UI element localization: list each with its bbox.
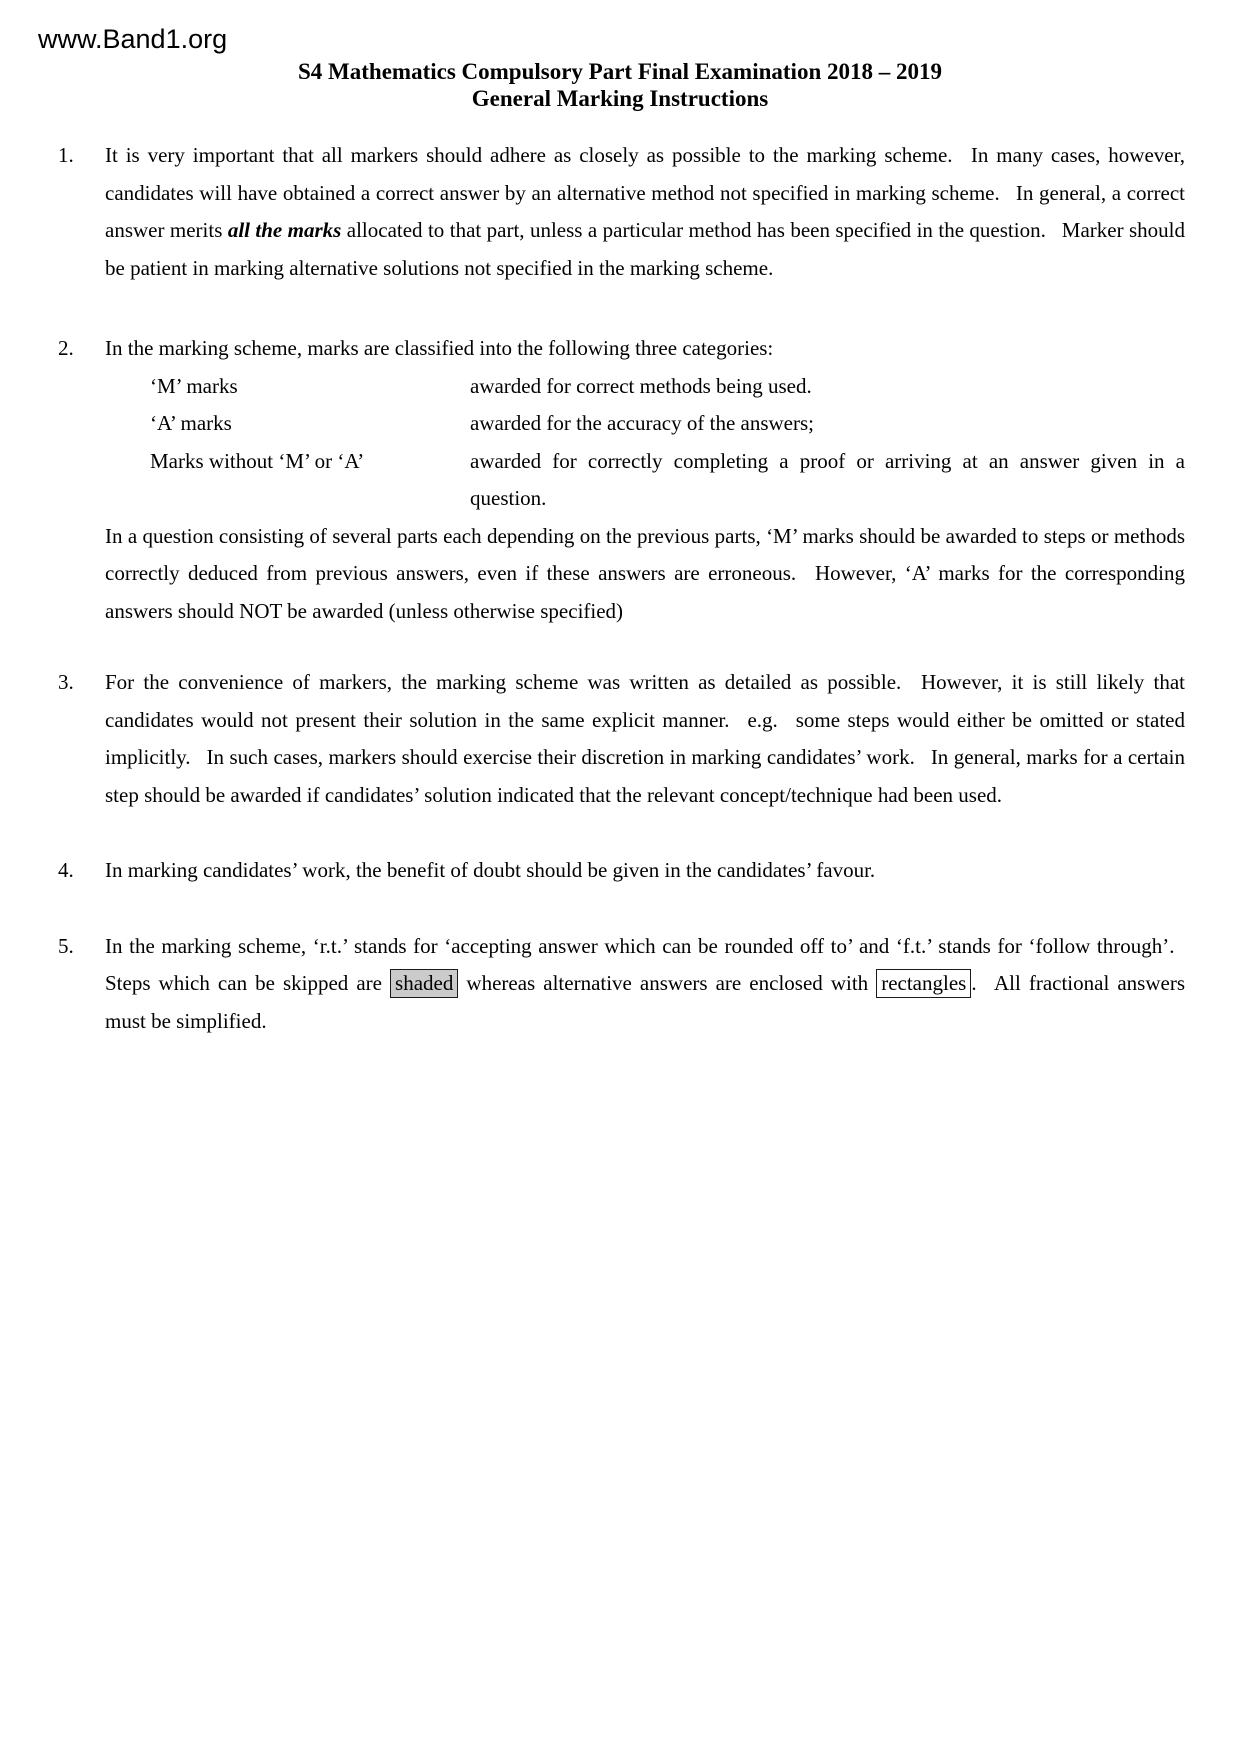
item-paragraph: In marking candidates’ work, the benefit of doubt should be given in the candidates’ favour. [105, 858, 876, 882]
definition-term: ‘M’ marks [150, 373, 238, 398]
definition-description: awarded for correct methods being used. [470, 373, 812, 398]
item-paragraph [105, 330, 1185, 630]
shaded-box: shaded [390, 969, 458, 998]
item-number: 1. [58, 143, 74, 167]
continuation-paragraph: In a question consisting of several parts each depending on the previous parts, ‘M’ marks should be awarded to steps or methods correctly deduced from previous answers, even if these answers are erroneous. However, ‘A’ marks for the corresponding answers should NOT be awarded (unless otherwise specified) [105, 523, 1185, 623]
instruction-item-2 [58, 330, 1185, 630]
instruction-item-5 [58, 928, 1185, 1041]
instruction-item-1 [58, 137, 1185, 287]
item-number: 3. [58, 670, 74, 694]
document-subtitle: General Marking Instructions [471, 86, 769, 111]
paragraph-text: In the marking scheme, ‘r.t.’ stands for ‘accepting answer which can be rounded off to’ and ‘f.t.’ stands for ‘follow through’. Steps which can be skipped are [105, 933, 1185, 995]
emphasis-text: all the marks [227, 218, 342, 242]
definition-term: ‘A’ marks [150, 411, 232, 435]
paragraph-text: allocated to that part, unless a particular method has been specified in the question. Marker should be patient in marking alternative solutions not specified in the marking scheme. [105, 218, 1185, 280]
item-paragraph [105, 928, 1185, 1041]
paragraph-text: whereas alternative answers are enclosed with [458, 971, 877, 995]
definition-row [105, 368, 1185, 406]
paragraph-text: . All fractional answers must be simplified. [105, 971, 1185, 1033]
item-number: 5. [58, 933, 74, 958]
definition-row [105, 443, 1185, 518]
document-title: S4 Mathematics Compulsory Part Final Examination 2018 – 2019 [298, 59, 942, 84]
categories-intro: In the marking scheme, marks are classified into the following three categories: [105, 336, 774, 360]
instruction-item-4 [58, 852, 1185, 890]
definition-term: Marks without ‘M’ or ‘A’ [150, 448, 365, 473]
definition-description: awarded for the accuracy of the answers; [470, 411, 814, 435]
instructions-list [58, 0, 1185, 1040]
rectangle-box: rectangles [876, 969, 971, 998]
paragraph-text: It is very important that all markers should adhere as closely as possible to the marking scheme. In many cases, however, candidates will have obtained a correct answer by an alternative method not specified in marking scheme. In general, a correct answer merits [105, 143, 1185, 242]
item-paragraph: For the convenience of markers, the marking scheme was written as detailed as possible. However, it is still likely that candidates would not present their solution in the same explicit manner. e.g. some steps would either be omitted or stated implicitly. In such cases, markers should exercise their discretion in marking candidates’ work. In general, marks for a certain step should be awarded if candidates’ solution indicated that the relevant concept/technique had been used. [105, 670, 1185, 807]
definition-row [105, 405, 1185, 443]
item-number: 2. [58, 336, 74, 360]
item-number: 4. [58, 858, 74, 882]
definition-description: awarded for correctly completing a proof or arriving at an answer given in a question. [470, 448, 1185, 510]
instruction-item-3 [58, 664, 1185, 814]
site-watermark: www.Band1.org [38, 24, 228, 54]
item-paragraph [105, 137, 1185, 287]
